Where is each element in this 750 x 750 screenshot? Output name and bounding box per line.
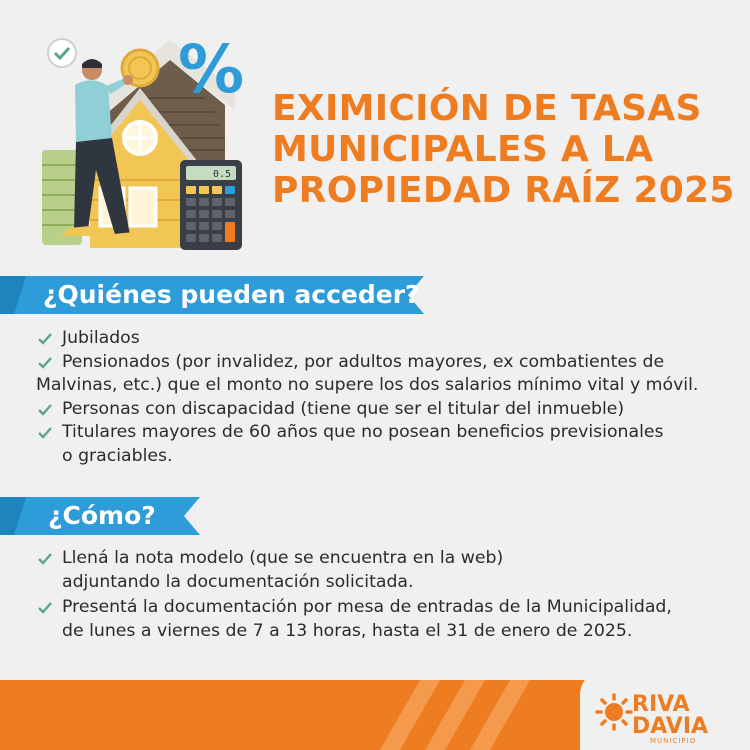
list-item-text: Jubilados [62,328,140,348]
checkmark-icon [37,426,53,440]
checkmark-icon [37,403,53,417]
sun-icon [597,695,631,729]
section-heading-text: ¿Cómo? [48,501,156,530]
checkmark-icon [37,601,53,615]
svg-text:RIVA: RIVA [632,692,690,717]
list-item-text-continued: o graciables. [62,445,173,466]
list-item-text-continued: de lunes a viernes de 7 a 13 horas, hasta el 31 de enero de 2025. [62,620,633,641]
svg-text:MUNICIPIO: MUNICIPIO [650,737,697,745]
checkmark-icon [37,332,53,346]
steps-list [36,547,736,645]
list-item [36,596,736,643]
eligibility-list [36,327,736,468]
list-item-text: Titulares mayores de 60 años que no posean beneficios previsionales [62,422,664,442]
percent-icon: % [178,31,245,108]
list-item-text: Pensionados (por invalidez, por adultos mayores, ex combatientes de [62,351,665,372]
svg-text:DAVIA: DAVIA [632,714,709,739]
title-line: MUNICIPALES A LA [272,129,654,170]
list-item [36,421,736,468]
list-item [36,327,736,351]
checkmark-icon [37,552,53,566]
checkmark-bubble-icon [48,39,76,67]
list-item-text: Llená la nota modelo (que se encuentra en la web) [62,548,504,568]
section-heading-who [0,276,424,314]
list-item [36,351,736,398]
list-item-text-continued: adjuntando la documentación solicitada. [62,571,414,592]
hero-illustration [30,20,260,255]
municipality-logo [580,669,750,750]
section-heading-text: ¿Quiénes pueden acceder? [43,280,420,309]
list-item-text-continued: Malvinas, etc.) que el monto no supere los dos salarios mínimo vital y móvil. [36,375,699,395]
checkmark-icon [37,356,53,370]
list-item [36,398,736,422]
svg-text:0.5: 0.5 [212,169,231,180]
calculator-icon [180,160,242,250]
title-line: PROPIEDAD RAÍZ 2025 [272,170,735,211]
title-line: EXIMICIÓN DE TASAS [272,88,702,129]
list-item-text: Presentá la documentación por mesa de entradas de la Municipalidad, [62,597,672,617]
page-title [272,88,742,211]
list-item-text: Personas con discapacidad (tiene que ser el titular del inmueble) [62,398,625,419]
section-heading-how [0,497,200,535]
list-item [36,547,736,594]
